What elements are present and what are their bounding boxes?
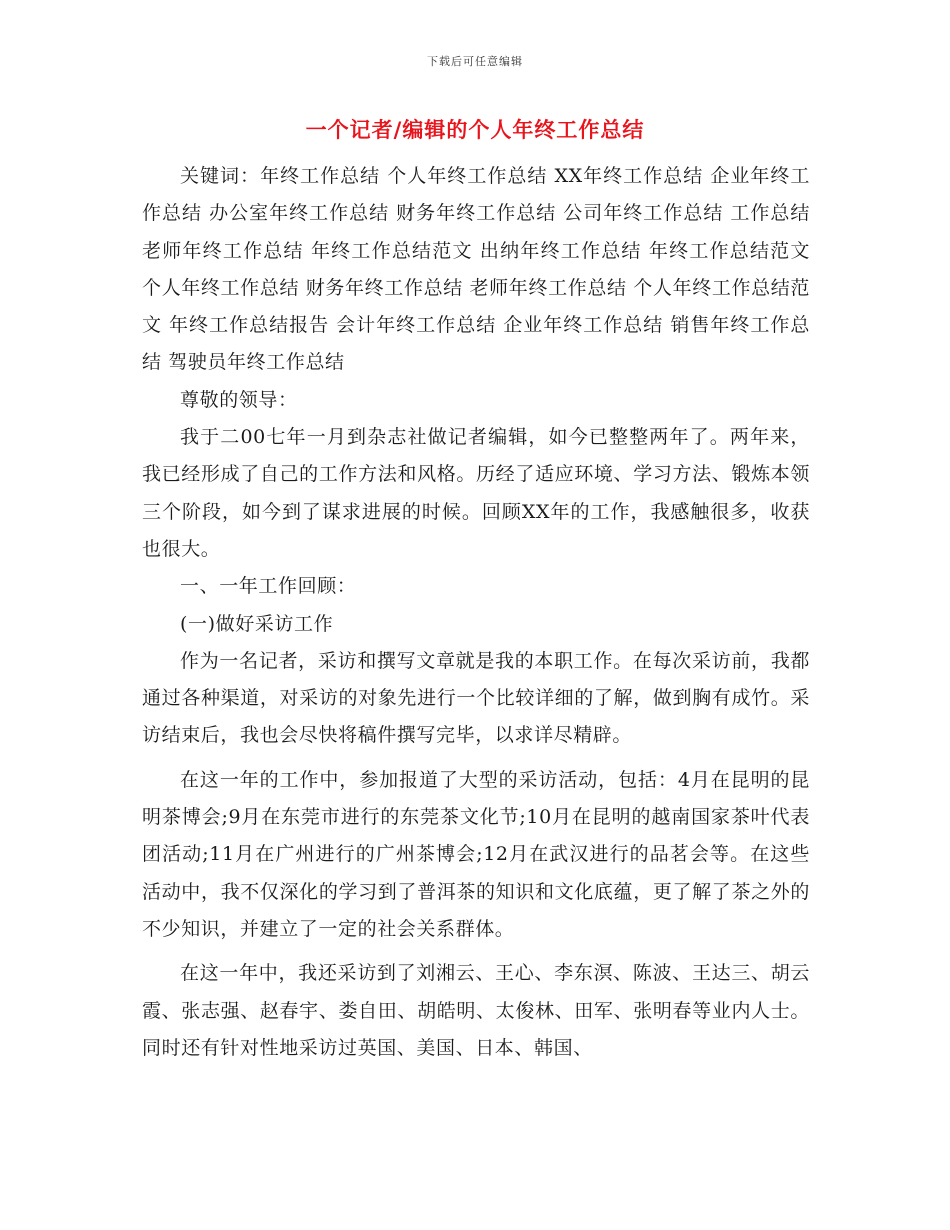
subsection-heading: (一)做好采访工作 — [180, 612, 334, 635]
document-body — [142, 158, 810, 1067]
body-paragraph: 作为一名记者，采访和撰写文章就是我的本职工作。在每次采访前，我都通过各种渠道，对采访的对象先进行一个比较详细的了解，做到胸有成竹。采访结束后，我也会尽快将稿件撰写完毕，以求详尽精辟。 — [142, 649, 810, 747]
salutation: 尊敬的领导： — [180, 388, 298, 411]
section-heading: 一、一年工作回顾： — [180, 575, 357, 598]
page-header-note: 下载后可任意编辑 — [427, 55, 523, 68]
keywords-paragraph: 关键词：年终工作总结 个人年终工作总结 XX年终工作总结 企业年终工作总结 办公室年终工作总结 财务年终工作总结 公司年终工作总结 工作总结 老师年终工作总结 年终工作总结范文 出纳年终工作总结 年终工作总结范文 个人年终工作总结 财务年终工作总结 老师年终工作总结 个人年终工作总结范文 年终工作总结报告 会计年终工作总结 企业年终工作总结 销售年终工作总结 驾驶员年终工作总结 — [142, 165, 810, 374]
body-paragraph: 在这一年的工作中，参加报道了大型的采访活动，包括：4月在昆明的昆明茶博会;9月在东莞市进行的东莞茶文化节;10月在昆明的越南国家茶叶代表团活动;11月在广州进行的广州茶博会;12月在武汉进行的品茗会等。在这些活动中，我不仅深化的学习到了普洱茶的知识和文化底蕴，更了解了茶之外的不少知识，并建立了一定的社会关系群体。 — [142, 768, 810, 940]
document-title: 一个记者/编辑的个人年终工作总结 — [305, 118, 645, 142]
intro-paragraph: 我于二00七年一月到杂志社做记者编辑，如今已整整两年了。两年来，我已经形成了自己的工作方法和风格。历经了适应环境、学习方法、锻炼本领三个阶段，如今到了谋求进展的时候。回顾XX年的工作，我感触很多，收获也很大。 — [142, 426, 810, 560]
body-paragraph: 在这一年中，我还采访到了刘湘云、王心、李东溟、陈波、王达三、胡云霞、张志强、赵春宇、娄自田、胡皓明、太俊林、田军、张明春等业内人士。同时还有针对性地采访过英国、美国、日本、韩国、 — [142, 962, 810, 1059]
